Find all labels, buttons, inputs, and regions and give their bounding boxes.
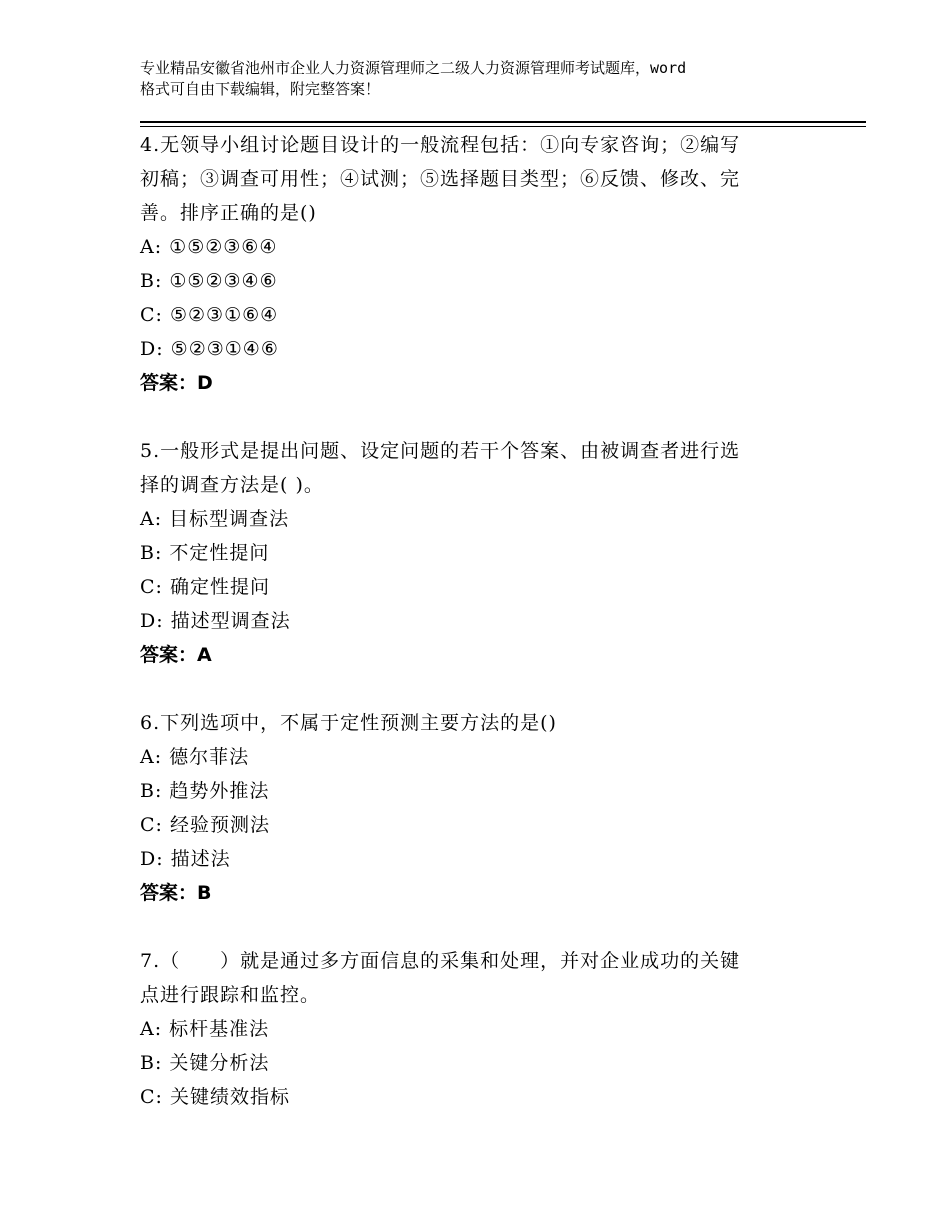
question-6-stem-line-1: 6.下列选项中，不属于定性预测主要方法的是() xyxy=(140,712,557,734)
question-5-option-b: B: 不定性提问 xyxy=(140,542,270,564)
question-4-option-a: A: ①⑤②③⑥④ xyxy=(140,236,278,258)
question-6-option-a: A: 德尔菲法 xyxy=(140,746,250,768)
question-7-option-b: B: 关键分析法 xyxy=(140,1052,270,1074)
spacer xyxy=(140,910,820,944)
document-header xyxy=(140,58,840,100)
question-4-stem-line-2: 初稿；③调查可用性；④试测；⑤选择题目类型；⑥反馈、修改、完 xyxy=(140,168,741,190)
spacer xyxy=(140,672,820,706)
question-5-answer: 答案：A xyxy=(140,644,212,666)
question-4-stem-line-1: 4.无领导小组讨论题目设计的一般流程包括：①向专家咨询；②编写 xyxy=(140,134,741,156)
header-line-1: 专业精品安徽省池州市企业人力资源管理师之二级人力资源管理师考试题库，word xyxy=(140,59,687,77)
question-5-option-d: D: 描述型调查法 xyxy=(140,610,291,632)
question-4 xyxy=(140,128,820,400)
question-7-option-a: A: 标杆基准法 xyxy=(140,1018,270,1040)
question-7-stem-line-2: 点进行跟踪和监控。 xyxy=(140,984,321,1006)
header-line-2: 格式可自由下载编辑，附完整答案！ xyxy=(140,80,381,98)
question-6-option-b: B: 趋势外推法 xyxy=(140,780,270,802)
question-7-stem-line-1: 7.（ ）就是通过多方面信息的采集和处理，并对企业成功的关键 xyxy=(140,950,741,972)
spacer xyxy=(140,400,820,434)
question-5 xyxy=(140,434,820,672)
question-5-stem-line-2: 择的调查方法是( )。 xyxy=(140,474,324,496)
question-5-option-a: A: 目标型调查法 xyxy=(140,508,290,530)
question-7 xyxy=(140,944,820,1114)
question-6-option-c: C: 经验预测法 xyxy=(140,814,270,836)
question-7-option-c: C: 关键绩效指标 xyxy=(140,1086,290,1108)
question-4-answer: 答案：D xyxy=(140,372,213,394)
question-5-stem-line-1: 5.一般形式是提出问题、设定问题的若干个答案、由被调查者进行选 xyxy=(140,440,741,462)
header-rule-thin xyxy=(140,126,866,127)
question-list xyxy=(140,128,820,1114)
question-6-option-d: D: 描述法 xyxy=(140,848,231,870)
header-rule-thick xyxy=(140,121,866,123)
question-4-stem-line-3: 善。排序正确的是() xyxy=(140,202,317,224)
question-4-option-b: B: ①⑤②③④⑥ xyxy=(140,270,278,292)
question-4-option-c: C: ⑤②③①⑥④ xyxy=(140,304,279,326)
question-4-option-d: D: ⑤②③①④⑥ xyxy=(140,338,279,360)
question-6-answer: 答案：B xyxy=(140,882,212,904)
question-5-option-c: C: 确定性提问 xyxy=(140,576,270,598)
question-6 xyxy=(140,706,820,910)
